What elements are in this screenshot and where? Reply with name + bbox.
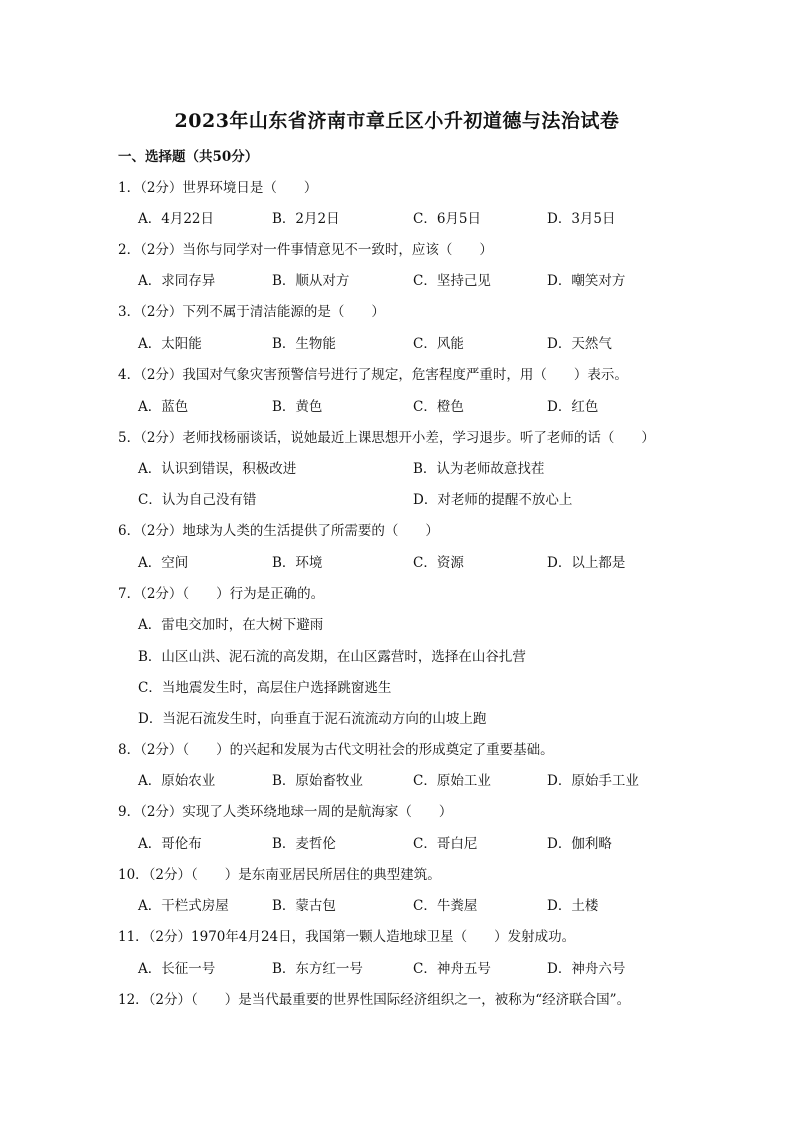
- option-a: A．太阳能: [138, 336, 202, 352]
- question-10: 10．（2分）（ ）是东南亚居民所居住的典型建筑。: [118, 867, 441, 883]
- question-9: 9．（2分）实现了人类环绕地球一周的是航海家（ ）: [118, 804, 453, 820]
- option-d: D．原始手工业: [547, 773, 639, 789]
- option-d: D．3月5日: [547, 211, 616, 227]
- option-a: A．长征一号: [138, 961, 216, 977]
- question-5-options-row2: [0, 488, 794, 508]
- question-7-option-a-row: [0, 613, 794, 633]
- option-d: D．嘲笑对方: [547, 273, 626, 289]
- question-2: 2．（2分）当你与同学对一件事情意见不一致时，应该（ ）: [118, 242, 493, 258]
- option-d: D．对老师的提醒不放心上: [413, 492, 573, 508]
- question-8: 8．（2分）（ ）的兴起和发展为古代文明社会的形成奠定了重要基础。: [118, 742, 554, 758]
- option-a: A．哥伦布: [138, 836, 202, 852]
- option-a: A．原始农业: [138, 773, 216, 789]
- question-12: 12．（2分）（ ）是当代最重要的世界性国际经济组织之一，被称为“经济联合国”。: [118, 992, 631, 1008]
- option-d: D．土楼: [547, 898, 599, 914]
- option-b: B．麦哲伦: [272, 836, 336, 852]
- question-6-options: [0, 551, 794, 571]
- question-3-options: [0, 332, 794, 352]
- option-d: D．伽利略: [547, 836, 612, 852]
- option-c: C．风能: [413, 336, 464, 352]
- question-9-options: [0, 832, 794, 852]
- question-1: 1．（2分）世界环境日是（ ）: [118, 180, 318, 196]
- question-7-option-b-row: [0, 645, 794, 665]
- question-11-options: [0, 957, 794, 977]
- option-b: B．顺从对方: [272, 273, 350, 289]
- question-7-option-c-row: [0, 676, 794, 696]
- page-title: 2023年山东省济南市章丘区小升初道德与法治试卷: [174, 110, 620, 132]
- question-11: 11．（2分）1970年4月24日，我国第一颗人造地球卫星（ ）发射成功。: [118, 929, 576, 945]
- option-c: C．原始工业: [413, 773, 491, 789]
- option-b: B．东方红一号: [272, 961, 363, 977]
- option-c: C．橙色: [413, 399, 464, 415]
- option-c: C．认为自己没有错: [138, 492, 257, 508]
- option-d: D．以上都是: [547, 555, 626, 571]
- question-7: 7．（2分）（ ）行为是正确的。: [118, 586, 325, 602]
- option-d: D．红色: [547, 399, 599, 415]
- option-d: D．当泥石流发生时，向垂直于泥石流流动方向的山坡上跑: [138, 711, 487, 727]
- section-heading: 一、选择题（共50分）: [118, 149, 259, 165]
- question-3: 3．（2分）下列不属于清洁能源的是（ ）: [118, 304, 385, 320]
- option-b: B．认为老师故意找茬: [413, 461, 545, 477]
- question-10-options: [0, 894, 794, 914]
- option-a: A．认识到错误，积极改进: [138, 461, 297, 477]
- option-c: C．坚持己见: [413, 273, 491, 289]
- question-5-options-row1: [0, 457, 794, 477]
- option-a: A．空间: [138, 555, 189, 571]
- option-a: A．4月22日: [138, 211, 215, 227]
- option-b: B．环境: [272, 555, 323, 571]
- question-6: 6．（2分）地球为人类的生活提供了所需要的（ ）: [118, 523, 439, 539]
- option-c: C．6月5日: [413, 211, 482, 227]
- option-b: B．生物能: [272, 336, 336, 352]
- option-b: B．原始畜牧业: [272, 773, 363, 789]
- option-c: C．牛粪屋: [413, 898, 478, 914]
- option-c: C．当地震发生时，高层住户选择跳窗逃生: [138, 680, 392, 696]
- option-a: A．雷电交加时，在大树下避雨: [138, 617, 324, 633]
- option-b: B．2月2日: [272, 211, 340, 227]
- option-d: D．天然气: [547, 336, 612, 352]
- option-d: D．神舟六号: [547, 961, 626, 977]
- option-c: C．哥白尼: [413, 836, 478, 852]
- option-b: B．蒙古包: [272, 898, 336, 914]
- option-a: A．求同存异: [138, 273, 216, 289]
- option-b: B．山区山洪、泥石流的高发期，在山区露营时，选择在山谷扎营: [138, 649, 526, 665]
- option-a: A．干栏式房屋: [138, 898, 229, 914]
- question-5: 5．（2分）老师找杨丽谈话，说她最近上课思想开小差，学习退步。听了老师的话（ ）: [118, 430, 655, 446]
- question-8-options: [0, 769, 794, 789]
- option-c: C．神舟五号: [413, 961, 491, 977]
- question-4: 4．（2分）我国对气象灾害预警信号进行了规定，危害程度严重时，用（ ）表示。: [118, 367, 628, 383]
- question-4-options: [0, 395, 794, 415]
- option-a: A．蓝色: [138, 399, 189, 415]
- option-b: B．黄色: [272, 399, 323, 415]
- option-c: C．资源: [413, 555, 464, 571]
- question-2-options: [0, 269, 794, 289]
- question-7-option-d-row: [0, 707, 794, 727]
- question-1-options: [0, 207, 794, 227]
